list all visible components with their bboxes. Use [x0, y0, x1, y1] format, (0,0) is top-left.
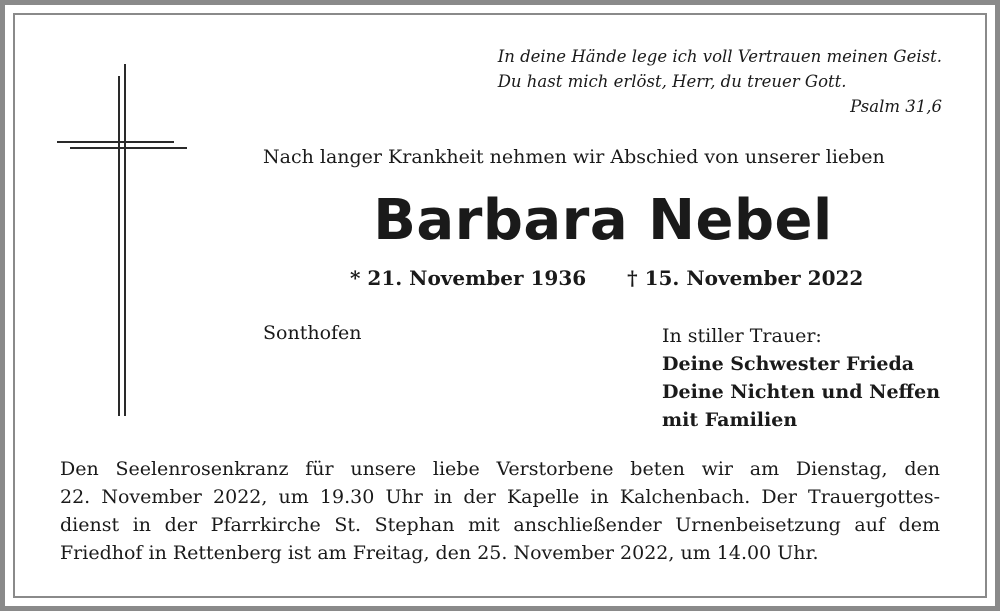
- announcement-line: Den Seelenrosenkranz für unsere liebe Verstorbene beten wir am Dienstag, den: [60, 458, 940, 480]
- cross-vertical-left: [118, 76, 120, 416]
- announcement-line: dienst in der Pfarrkirche St. Stephan mit anschließender Urnenbeisetzung auf dem: [60, 514, 940, 536]
- mourner-line: Deine Schwester Frieda: [662, 353, 915, 375]
- place-name: Sonthofen: [263, 322, 362, 344]
- mourner-line: mit Familien: [662, 409, 798, 431]
- quote-line-2: Du hast mich erlöst, Herr, du treuer Gott.: [497, 72, 847, 91]
- death-date: † 15. November 2022: [627, 266, 864, 290]
- cross-horizontal-bottom: [70, 147, 187, 149]
- quote-source: Psalm 31,6: [850, 97, 942, 116]
- intro-text: Nach langer Krankheit nehmen wir Abschied von unserer lieben: [263, 146, 885, 168]
- cross-vertical-right: [124, 64, 126, 416]
- life-dates: [350, 266, 870, 290]
- mourners-block: [662, 322, 940, 434]
- funeral-announcement: [60, 455, 940, 567]
- bible-quote: [497, 44, 942, 116]
- birth-date: * 21. November 1936: [350, 266, 587, 290]
- quote-line-1: In deine Hände lege ich voll Vertrauen meinen Geist.: [497, 47, 942, 66]
- deceased-name: Barbara Nebel: [373, 188, 833, 253]
- cross-horizontal-top: [57, 141, 174, 143]
- announcement-line: 22. November 2022, um 19.30 Uhr in der Kapelle in Kalchenbach. Der Trauergottes-: [60, 486, 940, 508]
- mourner-line: Deine Nichten und Neffen: [662, 381, 941, 403]
- mourners-heading: In stiller Trauer:: [662, 325, 822, 347]
- announcement-line: Friedhof in Rettenberg ist am Freitag, den 25. November 2022, um 14.00 Uhr.: [60, 542, 819, 564]
